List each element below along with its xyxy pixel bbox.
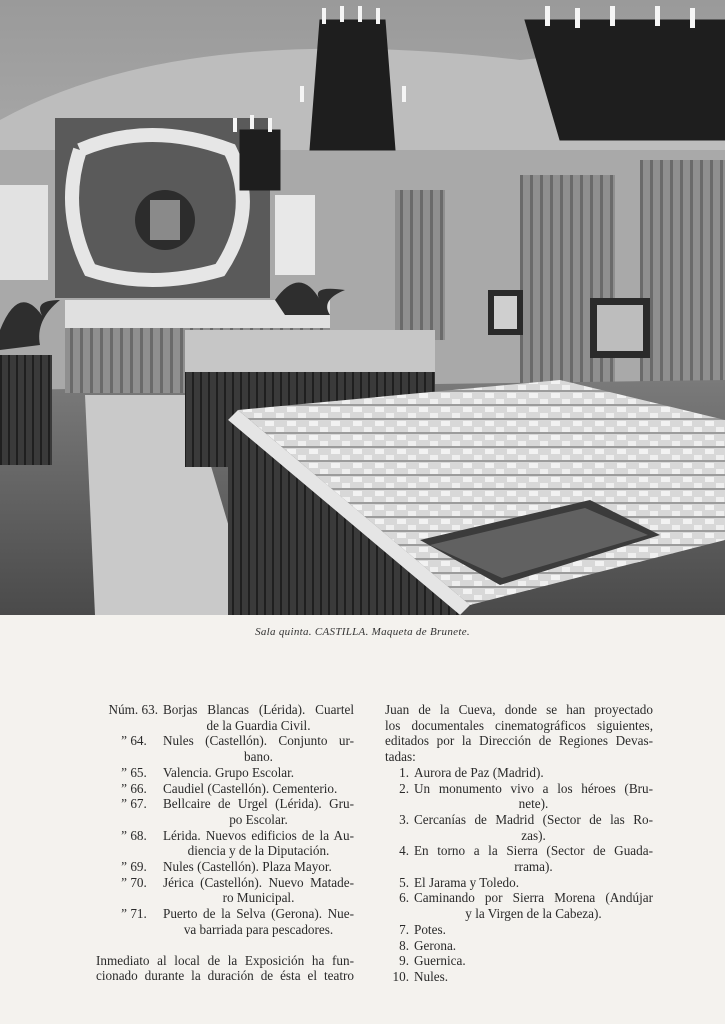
list-item: ” 68. Lérida. Nuevos edificios de la Au- diencia y de la Diputación. [121,827,354,859]
list-item: 9. Guernica. [399,953,466,969]
list-item: ” 65. Valencia. Grupo Escolar. [121,764,295,780]
intro-paragraph: Juan de la Cueva, donde se han proyectado los documentales cinematográficos siguientes, editados por la Dirección de Regiones Devas- tadas: [385,702,653,765]
list-item: ” 67. Bellcaire de Urgel (Lérida). Gru- po Escolar. [121,796,354,827]
left-column [96,702,354,984]
list-item: Núm. 63. Borjas Blancas (Lérida). Cuartel de la Guardia Civil. [108,702,354,733]
photo-caption: Sala quinta. CASTILLA. Maqueta de Brunete. [255,626,470,638]
right-column [385,702,653,985]
list-item: ” 71. Puerto de la Selva (Gerona). Nue- va barriada para pescadores. [121,906,354,937]
list-item: ” 66. Caudiel (Castellón). Cementerio. [121,780,338,796]
list-item: ” 70. Jérica (Castellón). Nuevo Matade- ro Municipal. [121,874,354,906]
list-item: 5. El Jarama y Toledo. [399,874,520,890]
list-item: 6. Caminando por Sierra Morena (Andújar y la Virgen de la Cabeza). [399,890,653,922]
list-item: 2. Un monumento vivo a los héroes (Bru- nete). [399,780,653,812]
body-paragraph: Inmediato al local de la Exposición ha fun- cionado durante la duración de ésta el teatro [96,952,354,984]
list-item: 8. Gerona. [399,937,457,953]
list-item: 10. Nules. [392,968,449,984]
list-item: 1. Aurora de Paz (Madrid). [399,764,544,780]
film-list [385,765,653,985]
list-item: 7. Potes. [399,921,446,937]
list-item: 4. En torno a la Sierra (Sector de Guada- rrama). [399,843,653,875]
list-item: ” 69. Nules (Castellón). Plaza Mayor. [121,859,332,875]
list-item: ” 64. Nules (Castellón). Conjunto ur- bano. [121,733,354,765]
list-item: 3. Cercanías de Madrid (Sector de las Ro- zas). [399,811,653,843]
